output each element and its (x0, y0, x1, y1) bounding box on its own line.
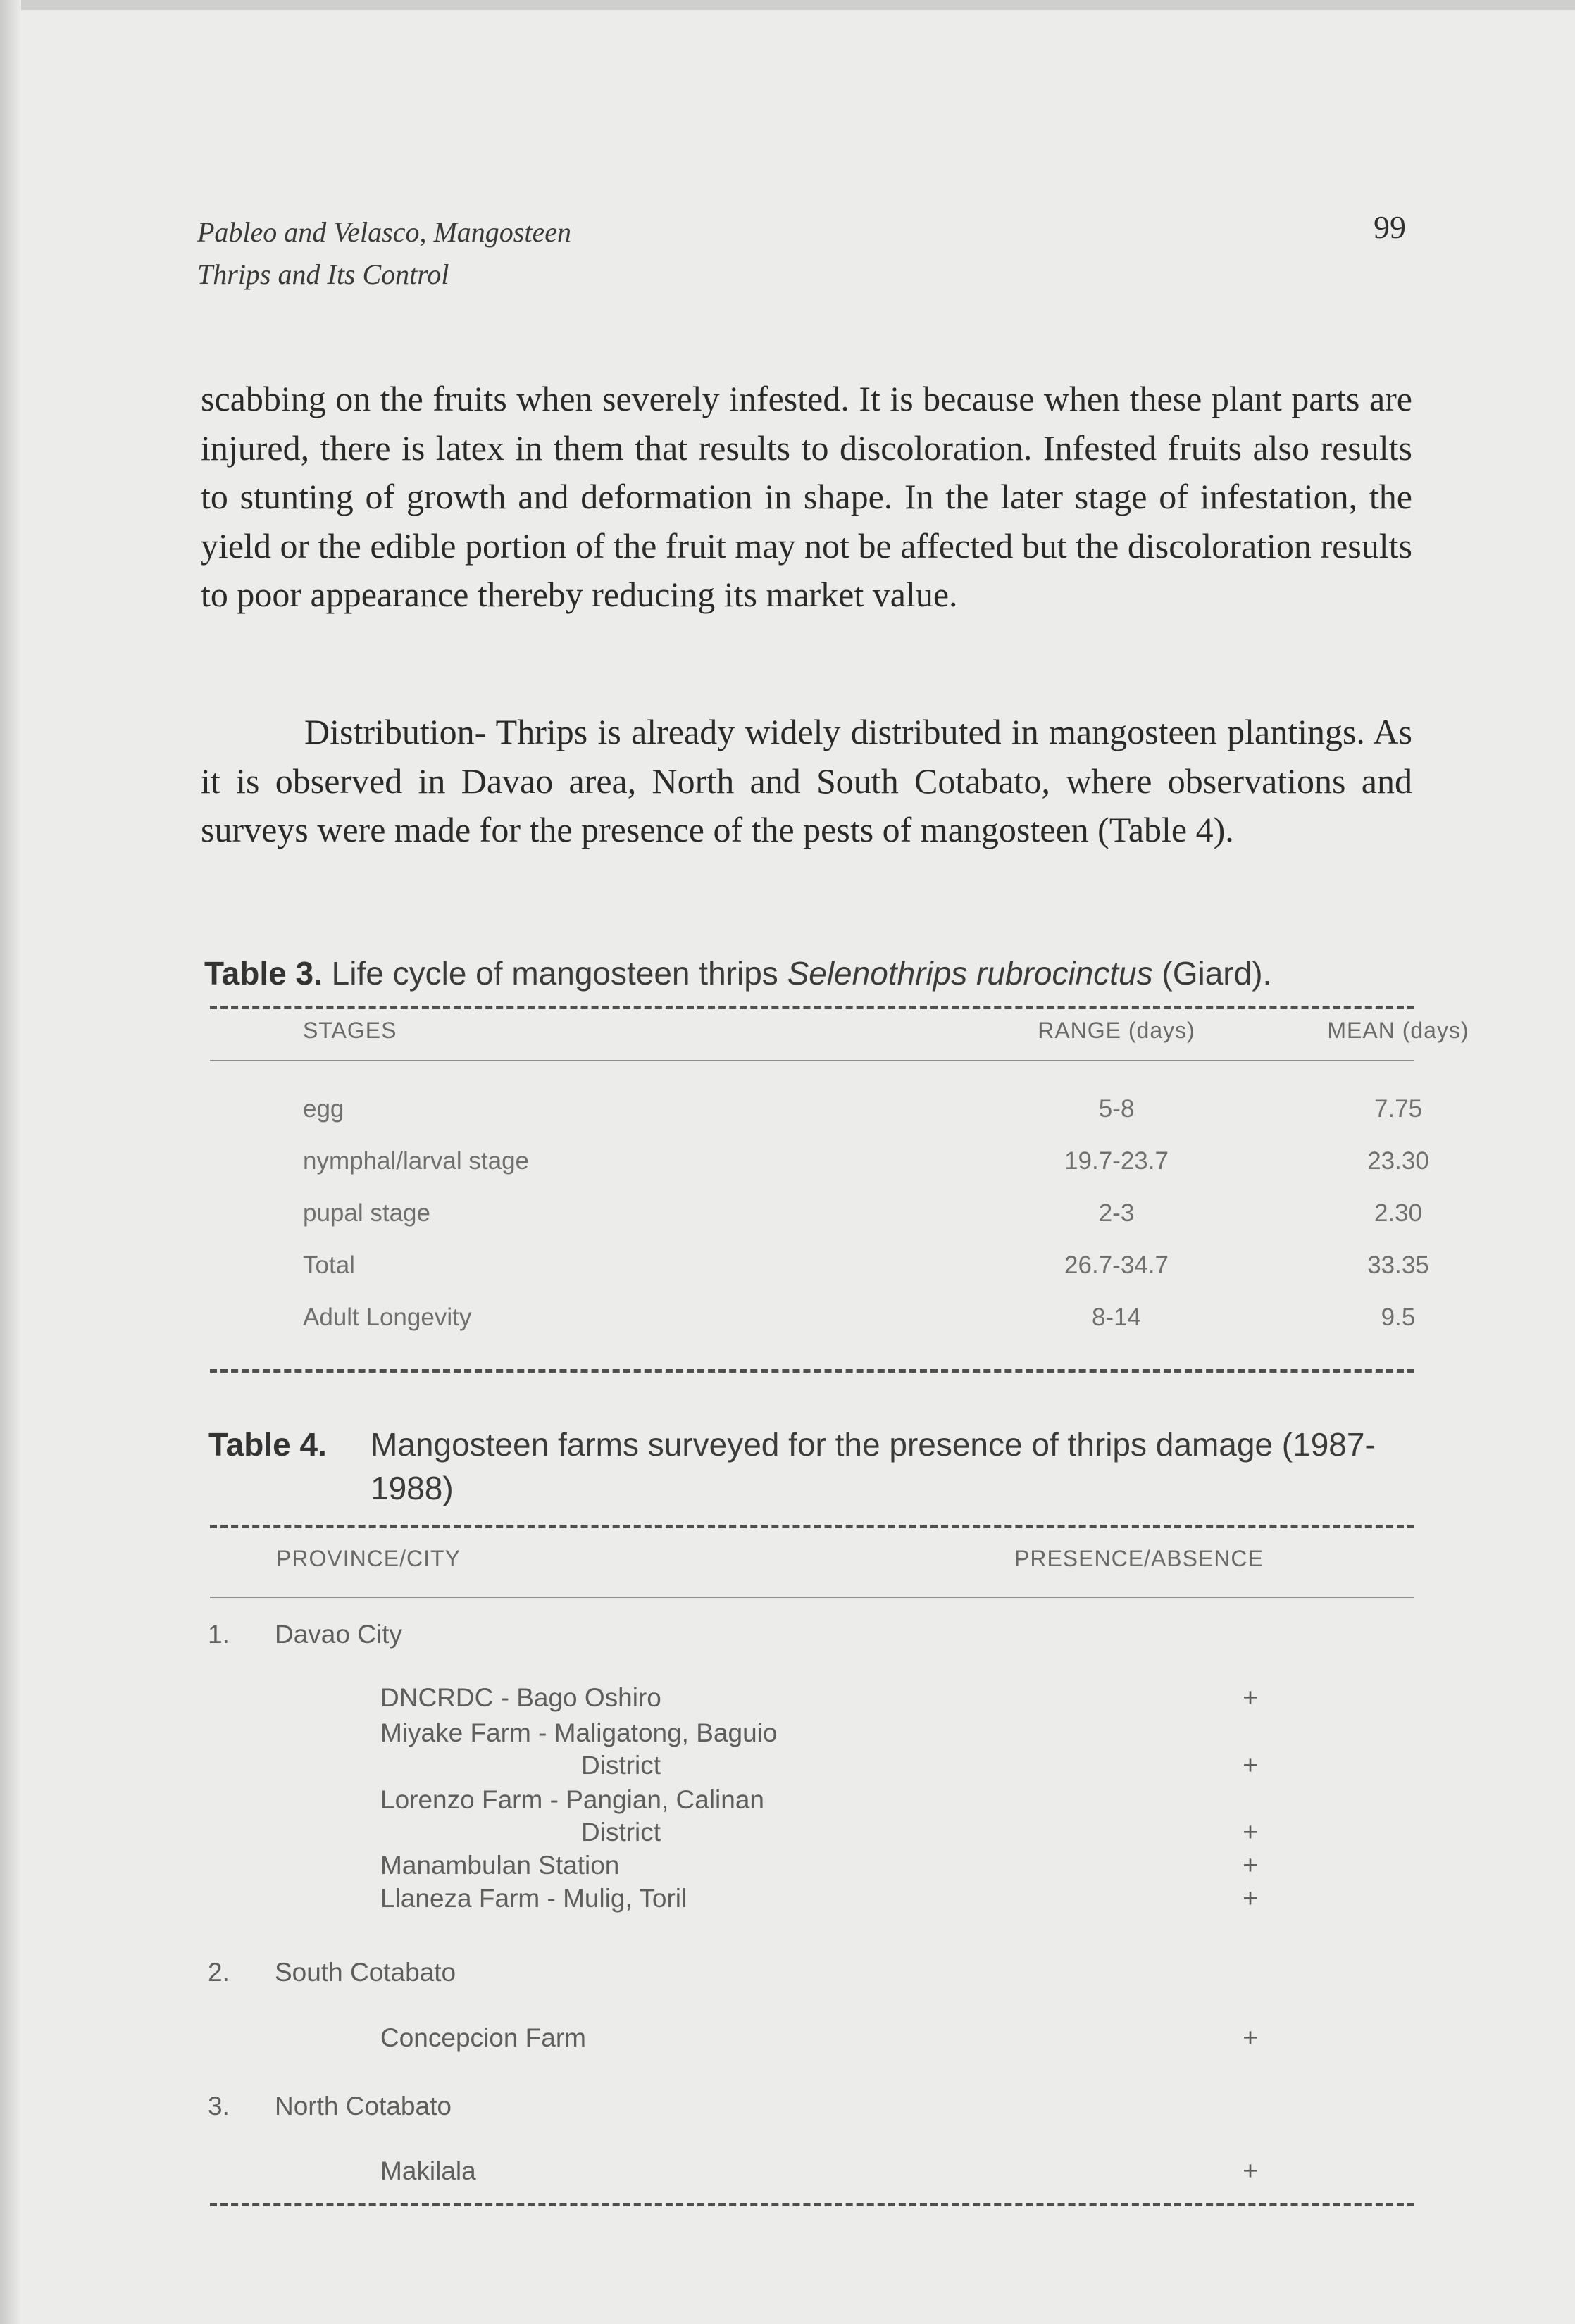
farm-name-continued: District (581, 1818, 661, 1847)
table3-stage: nymphal/larval stage (303, 1147, 529, 1175)
presence-mark: + (1243, 2023, 1258, 2052)
presence-mark: + (1243, 1884, 1258, 1913)
table4-province-row (208, 1958, 1419, 2000)
farm-name: Lorenzo Farm - Pangian, Calinan (380, 1785, 765, 1814)
presence-mark: + (1243, 1851, 1258, 1880)
farm-name: Miyake Farm - Maligatong, Baguio (380, 1718, 778, 1747)
table3-mean: 33.35 (1367, 1251, 1429, 1279)
province-number: 3. (208, 2092, 230, 2120)
presence-mark: + (1243, 2156, 1258, 2185)
table3-stage: pupal stage (303, 1199, 430, 1227)
farm-name: Makilala (380, 2156, 476, 2185)
table3-mean: 23.30 (1367, 1147, 1429, 1175)
province-number: 2. (208, 1958, 230, 1987)
paragraph-distribution: Distribution- Thrips is already widely distributed in mangosteen plantings. As it is observed in Davao area, North and South Cotabato, where observations and surveys were made for the presence of the pests of mangosteen (Table 4). (201, 712, 1412, 849)
province-name: South Cotabato (275, 1958, 456, 1987)
table4-header-presence: PRESENCE/ABSENCE (1014, 1546, 1264, 1571)
paragraph-scabbing: scabbing on the fruits when severely infested. It is because when these plant parts are injured, there is latex in them that results to discoloration. Infested fruits also results to stunting of growth and deformation in shape. In the later stage of infestation, the yield or the edible portion of the fruit may not be affected but the discoloration results to poor appearance thereby reducing its market value. (201, 379, 1412, 614)
table4-province-row (208, 1620, 1419, 1662)
table3-range: 5-8 (1098, 1095, 1135, 1123)
table3-caption-text: Life cycle of mangosteen thrips (331, 955, 778, 992)
table3-header-mean: MEAN (days) (1327, 1018, 1469, 1043)
page-number: 99 (1374, 209, 1406, 245)
presence-mark: + (1243, 1751, 1258, 1780)
table4-province-row (208, 2092, 1419, 2134)
table3-range: 19.7-23.7 (1064, 1147, 1169, 1175)
province-name: Davao City (275, 1620, 402, 1649)
table3-header-range: RANGE (days) (1038, 1018, 1195, 1043)
presence-mark: + (1243, 1818, 1258, 1847)
table3-label: Table 3. (204, 955, 323, 992)
farm-name: Concepcion Farm (380, 2023, 587, 2052)
presence-mark: + (1243, 1683, 1258, 1712)
table3-stage: Total (303, 1251, 355, 1279)
running-head-line1: Pableo and Velasco, Mangosteen (197, 216, 571, 248)
table3-stage: Adult Longevity (303, 1304, 472, 1331)
table4-body (208, 0, 1419, 2324)
province-name: North Cotabato (275, 2092, 452, 2120)
table3-range: 2-3 (1098, 1199, 1135, 1227)
running-head-line2: Thrips and Its Control (197, 258, 449, 290)
farm-name: Manambulan Station (380, 1851, 620, 1880)
table4-caption-text: Mangosteen farms surveyed for the presence of thrips damage (1987-1988) (371, 1426, 1376, 1506)
table3-range: 26.7-34.7 (1064, 1251, 1169, 1279)
table3-caption-species: Selenothrips rubrocinctus (787, 955, 1153, 992)
table4-label: Table 4. (208, 1426, 327, 1463)
farm-name: DNCRDC - Bago Oshiro (380, 1683, 661, 1712)
table3-mean: 7.75 (1374, 1095, 1423, 1123)
table4-header-province: PROVINCE/CITY (276, 1546, 461, 1571)
page-binding-shadow (0, 0, 21, 2324)
table3-stage: egg (303, 1095, 344, 1123)
table3-caption-authority: (Giard). (1162, 955, 1272, 992)
farm-name: Llaneza Farm - Mulig, Toril (380, 1884, 687, 1913)
table3-mean: 9.5 (1381, 1304, 1416, 1331)
table3-range: 8-14 (1091, 1304, 1142, 1331)
table4-bottom-dashed-rule (210, 2203, 1414, 2206)
table3-mean: 2.30 (1374, 1199, 1423, 1227)
province-number: 1. (208, 1620, 230, 1649)
farm-name-continued: District (581, 1751, 661, 1780)
table3-header-stages: STAGES (303, 1018, 397, 1043)
